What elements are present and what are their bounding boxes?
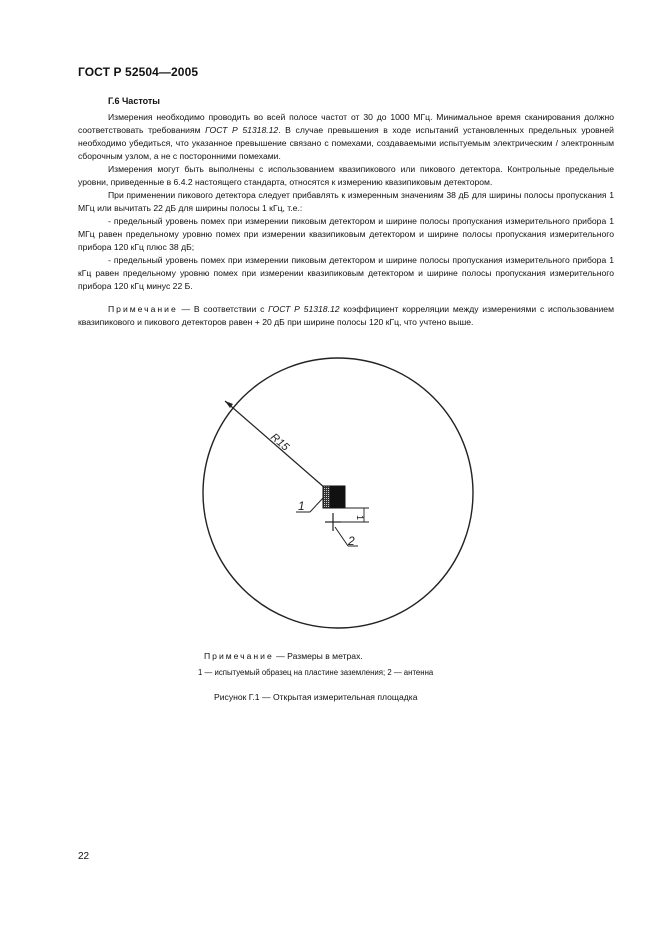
radius-label: R15 — [268, 431, 292, 454]
figure-note — [204, 651, 363, 661]
callout-1-label: 1 — [298, 499, 305, 513]
figure-note-text: — Размеры в метрах. — [273, 651, 363, 661]
test-object-plate — [330, 486, 345, 508]
callout-1-arrow — [310, 498, 323, 512]
figure-legend: 1 — испытуемый образец на пластине заземления; 2 — антенна — [198, 668, 434, 677]
paragraph-3: При применении пикового детектора следует прибавлять к измеренным значениям 38 дБ для ширины полосы пропускания 1 МГц или вычитать 22 дБ для ширины полосы 1 кГц, т.е.: — [78, 190, 614, 213]
note-text-a: — В соответствии с — [177, 304, 269, 314]
callout-2-label: 2 — [348, 534, 355, 548]
note-reference: ГОСТ Р 51318.12 — [268, 304, 340, 314]
page-number: 22 — [78, 851, 90, 862]
callout-2-arrow — [335, 527, 348, 546]
section-title: Г.6 Частоты — [108, 96, 160, 106]
figure-caption: Рисунок Г.1 — Открытая измерительная площадка — [214, 692, 418, 702]
paragraph-1-text-b: . В случае превышения в ходе испытаний установленных предельных уровней необходимо убедиться, что указанное превышение связано с помехами, создаваемыми испытуемым электрическим / электронным сборочным узлом, а не с посторонними помехами. — [78, 125, 614, 161]
note-text-b: коэффициент корреляции между измерениями с использованием квазипикового и пикового детекторов равен + 20 дБ при ширине полосы 120 кГц, что учтено выше. — [78, 304, 614, 327]
bullet-2: - предельный уровень помех при измерении пиковым детектором и ширине полосы пропускания измерительного прибора 1 кГц равен предельному уровню помех при измерении квазипиковым детектором и ширине полосы пропускания измерительного прибора 120 кГц минус 22 Б. — [78, 255, 614, 291]
paragraph-2: Измерения могут быть выполнены с использованием квазипикового или пикового детектора. Контрольные предельные уровни, приведенные в 6.4.2 настоящего стандарта, относятся к измерению квазипиковым детектором. — [78, 164, 614, 187]
bullet-1: - предельный уровень помех при измерении пиковым детектором и ширине полосы пропускания измерительного прибора 1 МГц равен предельному уровню помех при измерении квазипиковым детектором и ширине полосы пропускания измерительного прибора 120 кГц плюс 38 дБ; — [78, 216, 614, 252]
paragraph-1-text-a: Измерения необходимо проводить во всей полосе частот от 30 до 1000 МГц. Минимальное время сканирования должно соответствовать требованиям — [78, 112, 614, 135]
figure-note-label: Примечание — [204, 651, 274, 661]
note-label: Примечание — [108, 304, 178, 314]
document-header: ГОСТ Р 52504—2005 — [78, 65, 199, 79]
paragraph-1-reference: ГОСТ Р 51318.12 — [205, 125, 279, 135]
dimension-label: 1 — [355, 515, 365, 521]
